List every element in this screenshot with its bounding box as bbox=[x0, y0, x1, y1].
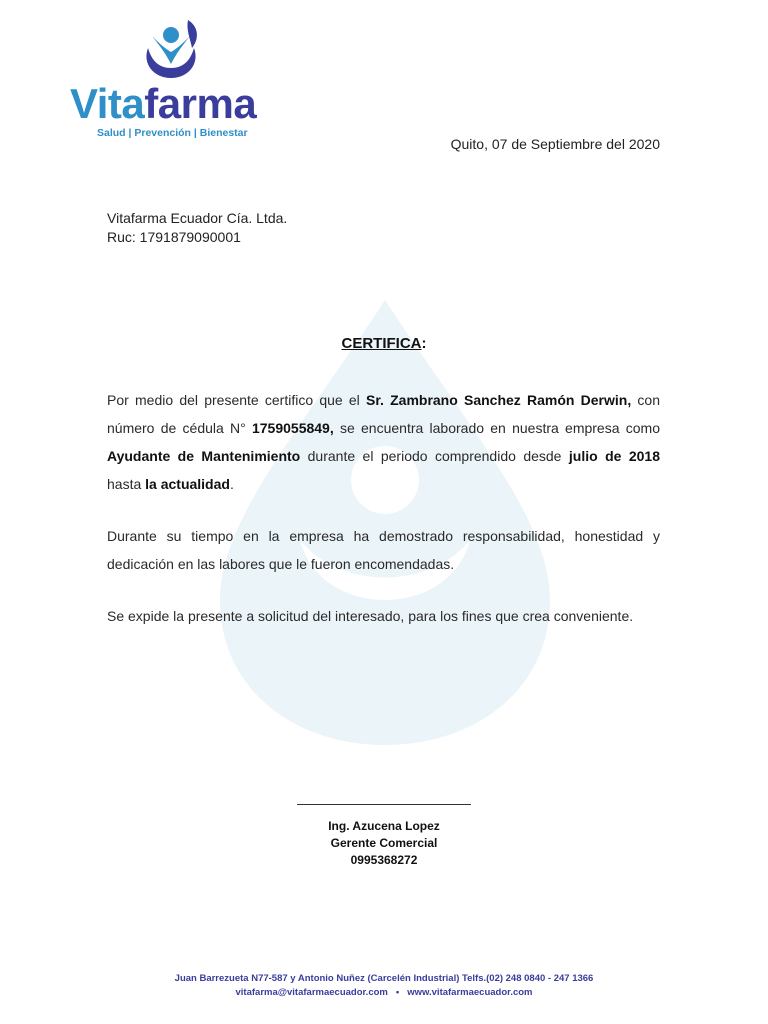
footer-contact bbox=[0, 986, 768, 1000]
company-name: Vitafarma Ecuador Cía. Ltda. bbox=[107, 210, 288, 226]
certificate-heading bbox=[0, 335, 768, 352]
certificate-heading-colon: : bbox=[421, 335, 427, 352]
signer-phone: 0995368272 bbox=[350, 853, 418, 867]
employee-name: Sr. Zambrano Sanchez Ramón Derwin, bbox=[366, 392, 632, 408]
signature-block bbox=[284, 818, 484, 869]
logo-wordmark bbox=[70, 80, 256, 128]
paragraph-closing: Se expide la presente a solicitud del interesado, para los fines que crea conveniente. bbox=[107, 608, 634, 624]
signature-line bbox=[297, 804, 471, 805]
paragraph-employment bbox=[107, 386, 660, 498]
logo-tagline: Salud | Prevención | Bienestar bbox=[97, 127, 248, 139]
document-date: Quito, 07 de Septiembre del 2020 bbox=[450, 136, 660, 152]
p1-text-5: hasta bbox=[107, 476, 146, 492]
p1-text-1: Por medio del presente certifico que el bbox=[107, 392, 366, 408]
employee-role: Ayudante de Mantenimiento bbox=[107, 448, 301, 464]
footer-address: Juan Barrezueta N77-587 y Antonio Nuñez (Carcelén Industrial) Telfs.(02) 248 0840 - 247 1366 bbox=[174, 973, 594, 984]
employment-start: julio de 2018 bbox=[568, 448, 660, 464]
signer-title: Gerente Comercial bbox=[330, 836, 438, 850]
paragraph-conduct: Durante su tiempo en la empresa ha demostrado responsabilidad, honestidad y dedicación en las labores que le fueron encomendadas. bbox=[107, 528, 660, 572]
signer-name: Ing. Azucena Lopez bbox=[328, 819, 440, 833]
footer-website: www.vitafarmaecuador.com bbox=[407, 987, 533, 998]
p1-text-6: . bbox=[229, 476, 234, 492]
company-block bbox=[107, 209, 287, 247]
logo-word-vita: Vita bbox=[70, 80, 145, 127]
vitafarma-person-leaf-icon bbox=[138, 18, 204, 82]
company-ruc: Ruc: 1791879090001 bbox=[107, 229, 241, 245]
footer-email: vitafarma@vitafarmaecuador.com bbox=[235, 987, 388, 998]
employee-id-number: 1759055849, bbox=[251, 420, 334, 436]
certificate-heading-text: CERTIFICA bbox=[341, 335, 422, 352]
employment-end: la actualidad bbox=[145, 476, 230, 492]
p1-text-4: durante el periodo comprendido desde bbox=[300, 448, 569, 464]
page-footer bbox=[0, 972, 768, 1000]
company-logo bbox=[70, 18, 280, 148]
footer-separator: • bbox=[395, 987, 400, 998]
p1-text-3: se encuentra laborado en nuestra empresa como bbox=[333, 420, 660, 436]
certificate-body bbox=[107, 386, 660, 654]
p1-text-2: con número de cédula N° bbox=[107, 392, 660, 436]
logo-word-farma: farma bbox=[144, 80, 257, 127]
